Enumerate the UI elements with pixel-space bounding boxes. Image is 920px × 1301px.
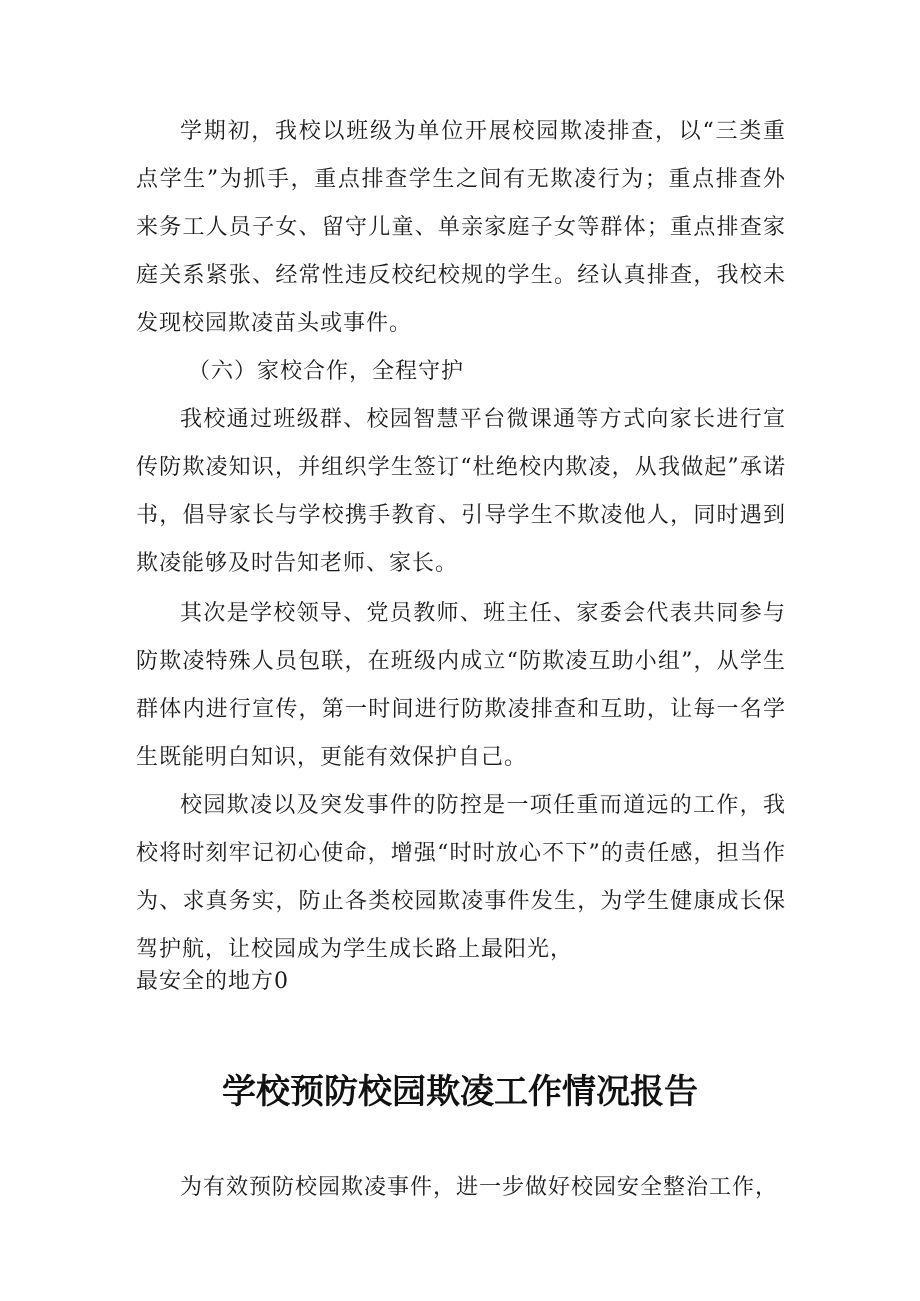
paragraph-parent-outreach: 我校通过班级群、校园智慧平台微课通等方式向家长进行宣传防欺凌知识，并组织学生签订“杜绝校内欺凌，从我做起”承诺书，倡导家长与学校携手教育、引导学生不欺凌他人，同时遇到欺凌能够及时告知老师、家长。 xyxy=(136,407,786,576)
paragraph-screening: 学期初，我校以班级为单位开展校园欺凌排查，以“三类重点学生”为抓手，重点排查学生之间有无欺凌行为；重点排查外来务工人员子女、留守儿童、单亲家庭子女等群体；重点排查家庭关系紧张、经常性违反校纪校规的学生。经认真排查，我校未发现校园欺凌苗头或事件。 xyxy=(136,119,786,336)
paragraph-report-intro: 为有效预防校园欺凌事件，进一步做好校园安全整治工作， xyxy=(180,1175,779,1200)
report-title: 学校预防校园欺凌工作情况报告 xyxy=(222,1072,698,1112)
section-heading-home-school: （六）家校合作，全程守护 xyxy=(188,359,465,384)
paragraph-mutual-aid: 其次是学校领导、党员教师、班主任、家委会代表共同参与防欺凌特殊人员包联，在班级内成立“防欺凌互助小组”，从学生群体内进行宣传，第一时间进行防欺凌排查和互助，让每一名学生既能明白知识，更能有效保护自己。 xyxy=(136,601,786,770)
paragraph-conclusion: 校园欺凌以及突发事件的防控是一项任重而道远的工作，我校将时刻牢记初心使命，增强“时时放心不下”的责任感，担当作为、求真务实，防止各类校园欺凌事件发生，为学生健康成长保驾护航，让校园成为学生成长路上最阳光， xyxy=(136,793,786,962)
paragraph-conclusion-tail: 最安全的地方0 xyxy=(136,969,289,994)
